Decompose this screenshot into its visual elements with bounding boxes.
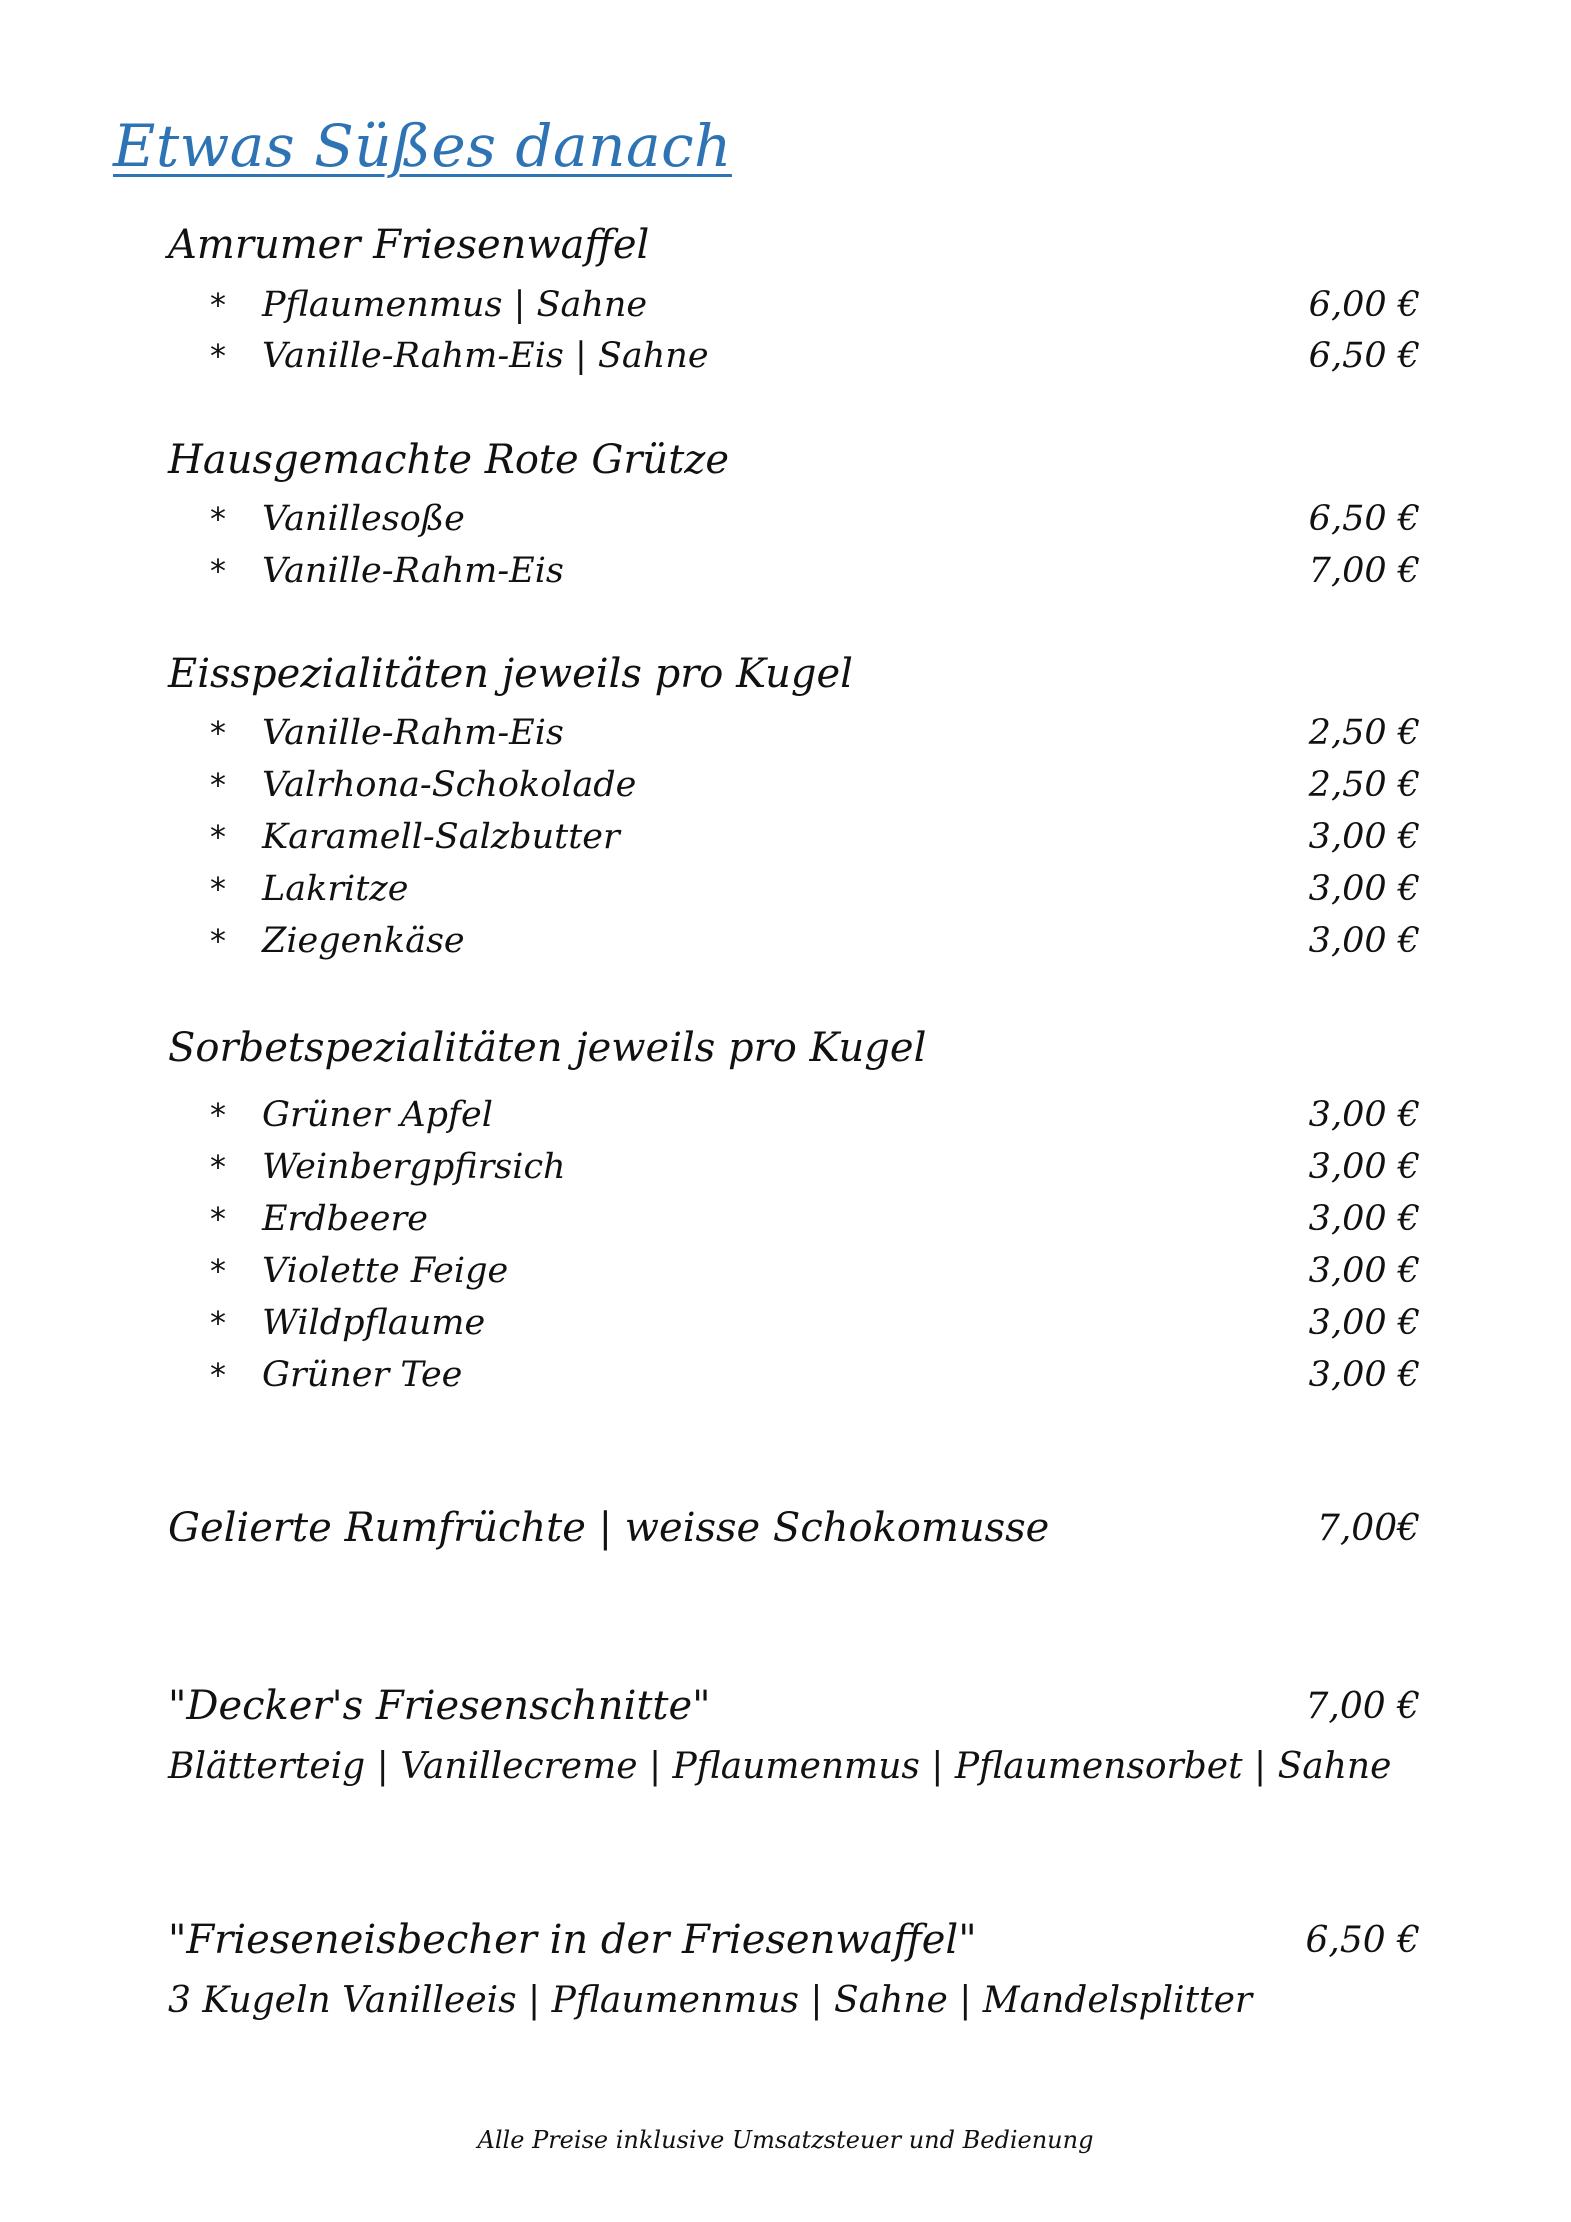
item-price: 3,00 € <box>1308 1303 1420 1343</box>
item-price: 7,00 € <box>1308 551 1420 591</box>
item-name: Valrhona-Schokolade <box>262 765 637 805</box>
list-item <box>210 1298 1420 1348</box>
special-name: Gelierte Rumfrüchte | weisse Schokomusse <box>168 1505 1050 1551</box>
list-item <box>210 708 1420 758</box>
item-price: 3,00 € <box>1308 1199 1420 1239</box>
bullet: * <box>210 870 226 908</box>
bullet: * <box>210 766 226 804</box>
list-item <box>210 546 1420 596</box>
bullet: * <box>210 1096 226 1134</box>
item-price: 2,50 € <box>1308 713 1420 753</box>
list-item <box>210 1350 1420 1400</box>
special-price: 7,00 € <box>1305 1686 1420 1727</box>
item-price: 3,00 € <box>1308 817 1420 857</box>
special-name: "Frieseneisbecher in der Friesenwaffel" <box>168 1917 977 1963</box>
item-name: Vanille-Rahm-Eis <box>262 713 564 753</box>
section-heading: Hausgemachte Rote Grütze <box>168 437 730 483</box>
item-price: 6,50 € <box>1308 499 1420 539</box>
list-item <box>210 760 1420 810</box>
bullet: * <box>210 1148 226 1186</box>
bullet: * <box>210 818 226 856</box>
item-name: Vanille-Rahm-Eis | Sahne <box>262 336 709 376</box>
item-price: 3,00 € <box>1308 1147 1420 1187</box>
item-name: Violette Feige <box>262 1251 509 1291</box>
bullet: * <box>210 1200 226 1238</box>
bullet: * <box>210 286 226 324</box>
item-name: Grüner Apfel <box>262 1095 493 1135</box>
list-item <box>210 1090 1420 1140</box>
section-heading: Eisspezialitäten jeweils pro Kugel <box>168 651 853 697</box>
list-item <box>210 331 1420 381</box>
special-name: "Decker's Friesenschnitte" <box>168 1683 711 1729</box>
footer-note: Alle Preise inklusive Umsatzsteuer und Bedienung <box>477 2126 1094 2154</box>
bullet: * <box>210 922 226 960</box>
section-heading: Amrumer Friesenwaffel <box>168 222 650 268</box>
item-name: Karamell-Salzbutter <box>262 817 620 857</box>
item-name: Weinbergpfirsich <box>262 1147 566 1187</box>
item-price: 6,50 € <box>1308 336 1420 376</box>
list-item <box>210 916 1420 966</box>
list-item <box>210 812 1420 862</box>
item-price: 6,00 € <box>1308 285 1420 325</box>
item-name: Vanille-Rahm-Eis <box>262 551 564 591</box>
bullet: * <box>210 337 226 375</box>
list-item <box>210 1194 1420 1244</box>
item-price: 2,50 € <box>1308 765 1420 805</box>
item-price: 3,00 € <box>1308 921 1420 961</box>
special-price: 7,00€ <box>1316 1508 1420 1549</box>
special-description: Blätterteig | Vanillecreme | Pflaumenmus | Pflaumensorbet | Sahne <box>168 1746 1392 1787</box>
item-price: 3,00 € <box>1308 1355 1420 1395</box>
bullet: * <box>210 1356 226 1394</box>
list-item <box>210 864 1420 914</box>
list-item <box>210 1246 1420 1296</box>
item-price: 3,00 € <box>1308 1095 1420 1135</box>
bullet: * <box>210 1304 226 1342</box>
special-description: 3 Kugeln Vanilleeis | Pflaumenmus | Sahne | Mandelsplitter <box>168 1980 1253 2021</box>
special-price: 6,50 € <box>1305 1920 1420 1961</box>
bullet: * <box>210 1252 226 1290</box>
bullet: * <box>210 552 226 590</box>
list-item <box>210 494 1420 544</box>
list-item <box>210 1142 1420 1192</box>
bullet: * <box>210 714 226 752</box>
page-title: Etwas Süßes danach <box>113 112 732 180</box>
item-name: Erdbeere <box>262 1199 428 1239</box>
item-name: Grüner Tee <box>262 1355 463 1395</box>
bullet: * <box>210 500 226 538</box>
item-name: Vanillesoße <box>262 499 465 539</box>
item-name: Ziegenkäse <box>262 921 465 961</box>
item-price: 3,00 € <box>1308 1251 1420 1291</box>
section-heading: Sorbetspezialitäten jeweils pro Kugel <box>168 1025 927 1071</box>
item-name: Wildpflaume <box>262 1303 486 1343</box>
item-name: Lakritze <box>262 869 409 909</box>
list-item <box>210 280 1420 330</box>
item-name: Pflaumenmus | Sahne <box>262 285 648 325</box>
item-price: 3,00 € <box>1308 869 1420 909</box>
